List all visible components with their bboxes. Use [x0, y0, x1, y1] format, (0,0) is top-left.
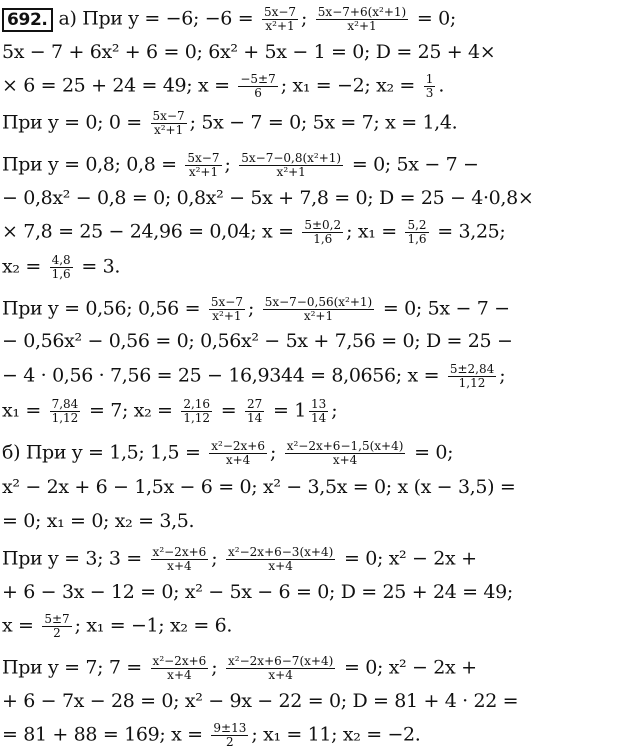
fraction: $\frac{\text{x²−2x+6−7(x+4)}}{x+4}$ — [228, 654, 334, 682]
solution-line: При y = 0,8; 0,8 = $\frac{5x-7}{\text{x²+1}}$ ; $\frac{\text{5x−7−0,8(x²+1)}}{\text{x²+1}}$ = 0; 5x − 7 − — [2, 151, 479, 179]
solution-line: При y = 3; 3 = $\frac{\text{x²−2x+6}}{x+4}$ ; $\frac{\text{x²−2x+6−3(x+4)}}{x+4}$ = 0; x² − 2x + — [2, 545, 477, 573]
fraction: $\frac{4,8}{1,6}$ — [51, 253, 71, 281]
fraction: $\frac{5\pm 0,2}{1,6}$ — [304, 218, 342, 246]
fraction: $\frac{\text{5x−7+6(x²+1)}}{\text{x²+1}}$ — [317, 5, 407, 33]
problem-number: 692. — [2, 8, 53, 32]
solution-line: = 81 + 88 = 169; x = $\frac{9\pm 13}{2}$ ; x₁ = 11; x₂ = −2. — [2, 721, 421, 749]
fraction: $\frac{13}{14}$ — [310, 397, 327, 425]
fraction: $\frac{\text{x²−2x+6−3(x+4)}}{x+4}$ — [228, 545, 334, 573]
solution-page — [2, 0, 615, 753]
fraction: $\frac{\text{5x−7−0,56(x²+1)}}{\text{x²+1}}$ — [264, 295, 373, 323]
fraction: $\frac{\text{x²−2x+6}}{x+4}$ — [152, 654, 207, 682]
fraction: $\frac{5\pm 7}{2}$ — [44, 612, 70, 640]
solution-line: 5x − 7 + 6x² + 6 = 0; 6x² + 5x − 1 = 0; D = 25 + 4× — [2, 41, 496, 63]
fraction: $\frac{5x-7}{\text{x²+1}}$ — [152, 109, 185, 137]
solution-line: − 0,56x² − 0,56 = 0; 0,56x² − 5x + 7,56 = 0; D = 25 − — [2, 330, 513, 352]
fraction: $\frac{5x-7}{\text{x²+1}}$ — [263, 5, 297, 33]
fraction: $\frac{9\pm 13}{2}$ — [213, 721, 247, 749]
fraction: $\frac{5x-7}{\text{x²+1}}$ — [187, 151, 220, 179]
solution-line: x₂ = $\frac{4,8}{1,6}$ = 3. — [2, 253, 121, 281]
solution-line: При y = 0; 0 = $\frac{5x-7}{\text{x²+1}}$ ; 5x − 7 = 0; 5x = 7; x = 1,4. — [2, 109, 458, 137]
fraction: $\frac{\text{5x−7−0,8(x²+1)}}{\text{x²+1}}$ — [241, 151, 342, 179]
solution-line: б) При y = 1,5; 1,5 = $\frac{\text{x²−2x+6}}{x+4}$ ; $\frac{\text{x²−2x+6−1,5(x+4)}}{x+4}$ = 0; — [2, 439, 454, 467]
fraction: $\frac{-5\pm 7}{6}$ — [240, 72, 276, 100]
solution-line: − 4 · 0,56 · 7,56 = 25 − 16,9344 = 8,0656; x = $\frac{5\pm 2,84}{1,12}$ ; — [2, 362, 506, 390]
fraction: $\frac{1}{3}$ — [425, 72, 434, 100]
solution-line: x² − 2x + 6 − 1,5x − 6 = 0; x² − 3,5x = 0; x (x − 3,5) = — [2, 476, 516, 498]
solution-line: + 6 − 7x − 28 = 0; x² − 9x − 22 = 0; D = 81 + 4 · 22 = — [2, 690, 519, 712]
solution-line: x = $\frac{5\pm 7}{2}$ ; x₁ = −1; x₂ = 6. — [2, 612, 233, 640]
fraction: $\frac{5x-7}{\text{x²+1}}$ — [210, 295, 243, 323]
fraction: $\frac{\text{x²−2x+6}}{x+4}$ — [152, 545, 207, 573]
fraction: $\frac{5,2}{1,6}$ — [407, 218, 427, 246]
solution-line: − 0,8x² − 0,8 = 0; 0,8x² − 5x + 7,8 = 0; D = 25 − 4·0,8× — [2, 187, 534, 209]
fraction: $\frac{\text{x²−2x+6−1,5(x+4)}}{x+4}$ — [286, 439, 404, 467]
fraction: $\frac{27}{14}$ — [247, 397, 263, 425]
fraction: $\frac{\text{x²−2x+6}}{x+4}$ — [211, 439, 265, 467]
solution-line: x₁ = $\frac{7,84}{1,12}$ = 7; x₂ = $\frac{2,16}{1,12}$ = $\frac{27}{14}$ = 1 $\frac{13}{14}$ ; — [2, 397, 338, 425]
solution-line: 692. а) При y = −6; −6 = $\frac{5x-7}{\text{x²+1}}$ ; $\frac{\text{5x−7+6(x²+1)}}{\text{x²+1}}$ = 0; — [2, 6, 456, 33]
fraction: $\frac{2,16}{1,12}$ — [183, 397, 211, 425]
solution-line: × 6 = 25 + 24 = 49; x = $\frac{-5\pm 7}{6}$ ; x₁ = −2; x₂ = $\frac{1}{3}$ . — [2, 72, 445, 100]
solution-line: При y = 0,56; 0,56 = $\frac{5x-7}{\text{x²+1}}$ ; $\frac{\text{5x−7−0,56(x²+1)}}{\text{x²+1}}$ = 0; 5x − 7 − — [2, 295, 510, 323]
fraction: $\frac{5\pm 2,84}{1,12}$ — [449, 362, 495, 390]
solution-line: = 0; x₁ = 0; x₂ = 3,5. — [2, 510, 195, 532]
fraction: $\frac{7,84}{1,12}$ — [51, 397, 79, 425]
solution-line: При y = 7; 7 = $\frac{\text{x²−2x+6}}{x+4}$ ; $\frac{\text{x²−2x+6−7(x+4)}}{x+4}$ = 0; x² − 2x + — [2, 654, 477, 682]
solution-line: × 7,8 = 25 − 24,96 = 0,04; x = $\frac{5\pm 0,2}{1,6}$ ; x₁ = $\frac{5,2}{1,6}$ = 3,25; — [2, 218, 506, 246]
solution-line: + 6 − 3x − 12 = 0; x² − 5x − 6 = 0; D = 25 + 24 = 49; — [2, 581, 513, 603]
